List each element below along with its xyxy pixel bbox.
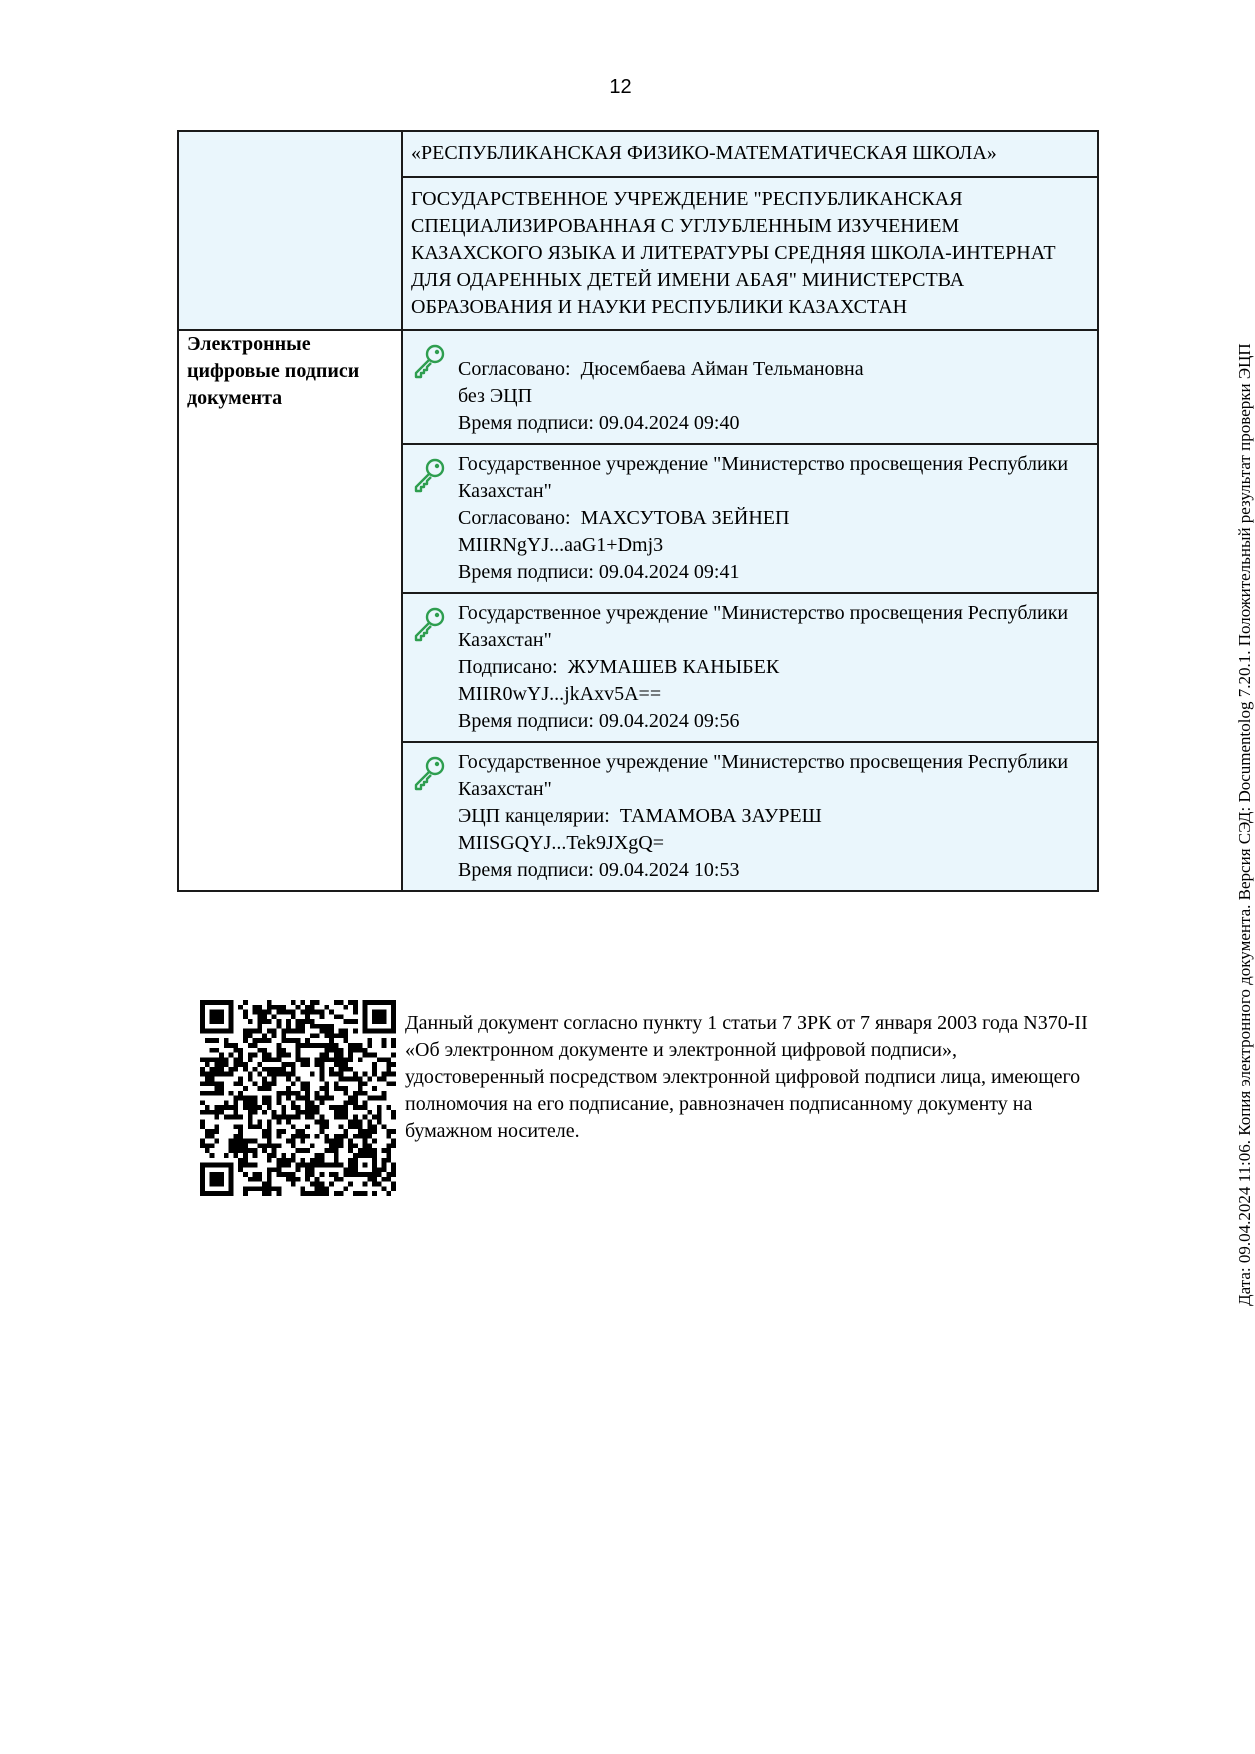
org-title: «РЕСПУБЛИКАНСКАЯ ФИЗИКО-МАТЕМАТИЧЕСКАЯ ШКОЛА»	[402, 131, 1098, 177]
page-number: 12	[609, 76, 632, 98]
signature-table	[177, 130, 1099, 892]
signature-time: Время подписи: 09.04.2024 10:53	[458, 859, 740, 881]
qr-code	[200, 1000, 396, 1196]
key-icon	[411, 457, 447, 493]
signature-time: Время подписи: 09.04.2024 09:41	[458, 561, 740, 583]
signature-time: Время подписи: 09.04.2024 09:56	[458, 710, 740, 732]
legal-block	[200, 1000, 1100, 1200]
signature-org: Государственное учреждение "Министерство просвещения Республики Казахстан"	[458, 602, 1069, 651]
signature-status: Подписано: ЖУМАШЕВ КАНЫБЕК	[458, 656, 780, 678]
signature-entry	[402, 444, 1098, 593]
signature-status: Согласовано: МАХСУТОВА ЗЕЙНЕП	[458, 507, 790, 529]
org-full-name: ГОСУДАРСТВЕННОЕ УЧРЕЖДЕНИЕ "РЕСПУБЛИКАНСКАЯ СПЕЦИАЛИЗИРОВАННАЯ С УГЛУБЛЕННЫМ ИЗУЧЕНИЕМ КАЗАХСКОГО ЯЗЫКА И ЛИТЕРАТУРЫ СРЕДНЯЯ ШКОЛА-ИНТЕРНАТ ДЛЯ ОДАРЕННЫХ ДЕТЕЙ ИМЕНИ АБАЯ" МИНИСТЕРСТВА ОБРАЗОВАНИЯ И НАУКИ РЕСПУБЛИКИ КАЗАХСТАН	[402, 177, 1098, 330]
legal-notice: Данный документ согласно пункту 1 статьи 7 ЗРК от 7 января 2003 года N370-II «Об электронном документе и электронной цифровой подписи», удостоверенный посредством электронной цифровой подписи лица, имеющего полномочия на его подписание, равнозначен подписанному документу на бумажном носителе.	[405, 1012, 1088, 1142]
signature-org: Государственное учреждение "Министерство просвещения Республики Казахстан"	[458, 751, 1069, 800]
side-verification-note: Дата: 09.04.2024 11:06. Копия электронного документа. Версия СЭД: Documentolog 7.20.1. Положительный результат проверки ЭЦП	[1235, 343, 1254, 1306]
signature-time: Время подписи: 09.04.2024 09:40	[458, 412, 740, 434]
signature-cert: MIISGQYJ...Tek9JXgQ=	[458, 832, 664, 854]
empty-left-cell	[178, 131, 402, 330]
key-icon	[411, 606, 447, 642]
signatures-label: Электронные цифровые подписи документа	[178, 330, 402, 891]
signature-org: Государственное учреждение "Министерство просвещения Республики Казахстан"	[458, 453, 1069, 502]
org-title-row	[178, 131, 1098, 177]
signature-row	[178, 330, 1098, 444]
signature-cert: MIIR0wYJ...jkAxv5A==	[458, 683, 662, 705]
signature-entry	[402, 330, 1098, 444]
key-icon	[411, 755, 447, 791]
signature-cert: без ЭЦП	[458, 385, 533, 407]
signature-org	[458, 337, 1089, 356]
key-icon	[411, 343, 447, 379]
signature-cert: MIIRNgYJ...aaG1+Dmj3	[458, 534, 664, 556]
signature-entry	[402, 742, 1098, 891]
signature-status: ЭЦП канцелярии: ТАМАМОВА ЗАУРЕШ	[458, 805, 822, 827]
signature-status: Согласовано: Дюсембаева Айман Тельмановна	[458, 358, 864, 380]
signature-entry	[402, 593, 1098, 742]
